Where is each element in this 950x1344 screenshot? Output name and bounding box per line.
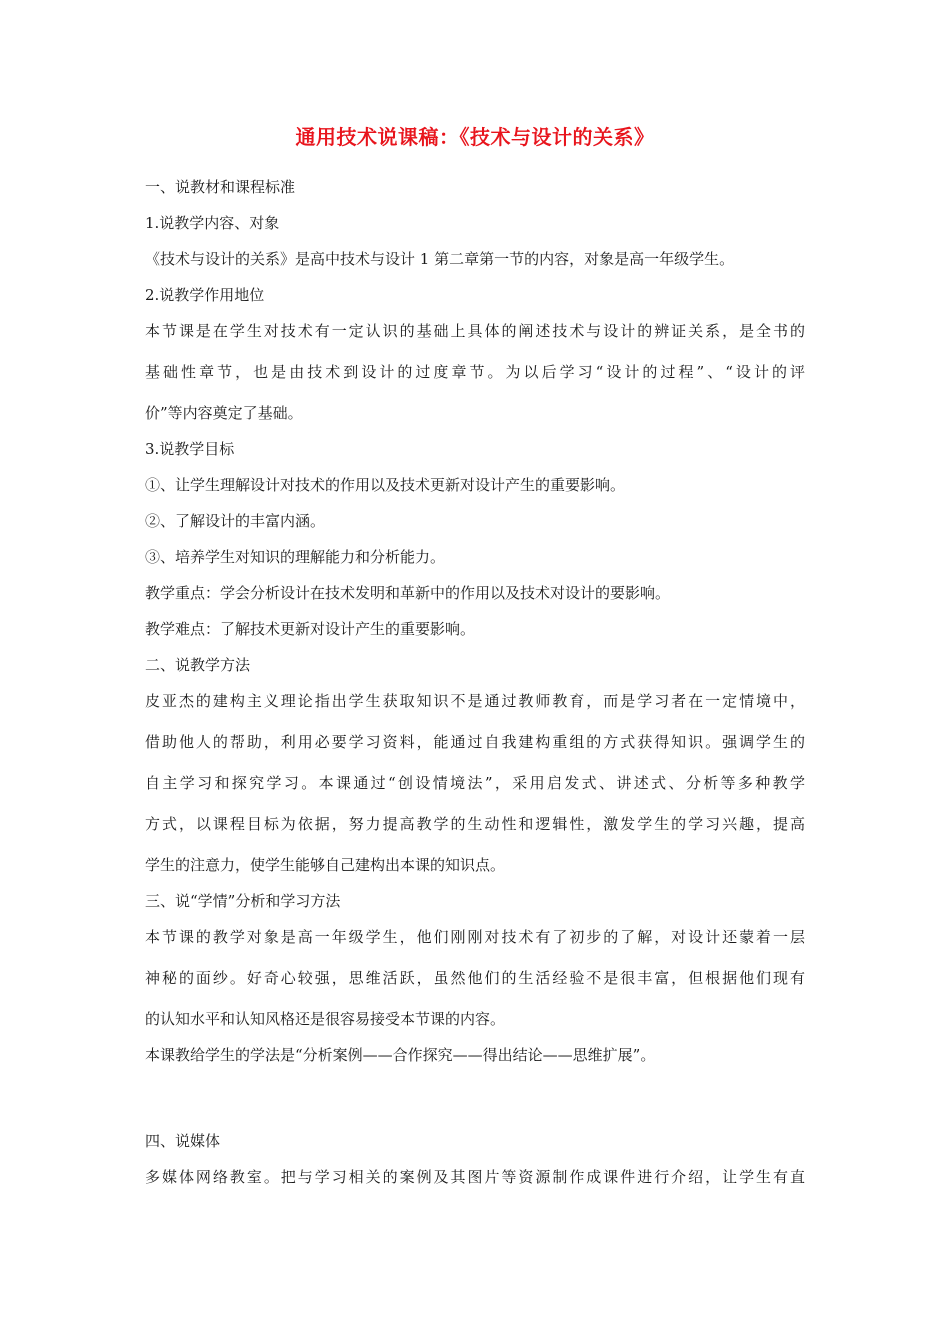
section-heading: 一、说教材和课程标准 — [145, 178, 296, 196]
paragraph-line: 教学难点：了解技术更新对设计产生的重要影响。 — [145, 620, 476, 638]
list-item: ①、让学生理解设计对技术的作用以及技术更新对设计产生的重要影响。 — [145, 476, 626, 494]
paragraph-line: 基础性章节，也是由技术到设计的过度章节。为以后学习“设计的过程”、“设计的评 — [145, 363, 805, 381]
paragraph-line: 皮亚杰的建构主义理论指出学生获取知识不是通过教师教育，而是学习者在一定情境中， — [145, 692, 805, 710]
paragraph-line: 价”等内容奠定了基础。 — [145, 404, 303, 422]
subsection-heading: 2.说教学作用地位 — [145, 286, 265, 304]
paragraph-line: 教学重点：学会分析设计在技术发明和革新中的作用以及技术对设计的要影响。 — [145, 584, 671, 602]
paragraph-line: 本节课的教学对象是高一年级学生，他们刚刚对技术有了初步的了解，对设计还蒙着一层 — [145, 928, 805, 946]
section-heading: 四、说媒体 — [145, 1132, 221, 1150]
document-title: 通用技术说课稿：《技术与设计的关系》 — [295, 125, 655, 149]
paragraph-line: 本课教给学生的学法是“分析案例——合作探究——得出结论——思维扩展”。 — [145, 1046, 656, 1064]
paragraph-line: 自主学习和探究学习。本课通过“创设情境法”，采用启发式、讲述式、分析等多种教学 — [145, 774, 805, 792]
paragraph-line: 神秘的面纱。好奇心较强，思维活跃，虽然他们的生活经验不是很丰富，但根据他们现有 — [145, 969, 805, 987]
paragraph-line: 本节课是在学生对技术有一定认识的基础上具体的阐述技术与设计的辨证关系，是全书的 — [145, 322, 805, 340]
paragraph-line: 方式，以课程目标为依据，努力提高教学的生动性和逻辑性，激发学生的学习兴趣，提高 — [145, 815, 805, 833]
section-heading: 三、说“学情”分析和学习方法 — [145, 892, 341, 910]
subsection-heading: 3.说教学目标 — [145, 440, 235, 458]
list-item: ③、培养学生对知识的理解能力和分析能力。 — [145, 548, 446, 566]
section-heading: 二、说教学方法 — [145, 656, 251, 674]
paragraph-line: 《技术与设计的关系》是高中技术与设计 1 第二章第一节的内容，对象是高一年级学生。 — [145, 250, 735, 268]
paragraph-line: 借助他人的帮助，利用必要学习资料，能通过自我建构重组的方式获得知识。强调学生的 — [145, 733, 805, 751]
paragraph-line: 的认知水平和认知风格还是很容易接受本节课的内容。 — [145, 1010, 506, 1028]
subsection-heading: 1.说教学内容、对象 — [145, 214, 280, 232]
list-item: ②、了解设计的丰富内涵。 — [145, 512, 326, 530]
paragraph-line: 多媒体网络教室。把与学习相关的案例及其图片等资源制作成课件进行介绍，让学生有直 — [145, 1168, 805, 1186]
paragraph-line: 学生的注意力，使学生能够自己建构出本课的知识点。 — [145, 856, 506, 874]
